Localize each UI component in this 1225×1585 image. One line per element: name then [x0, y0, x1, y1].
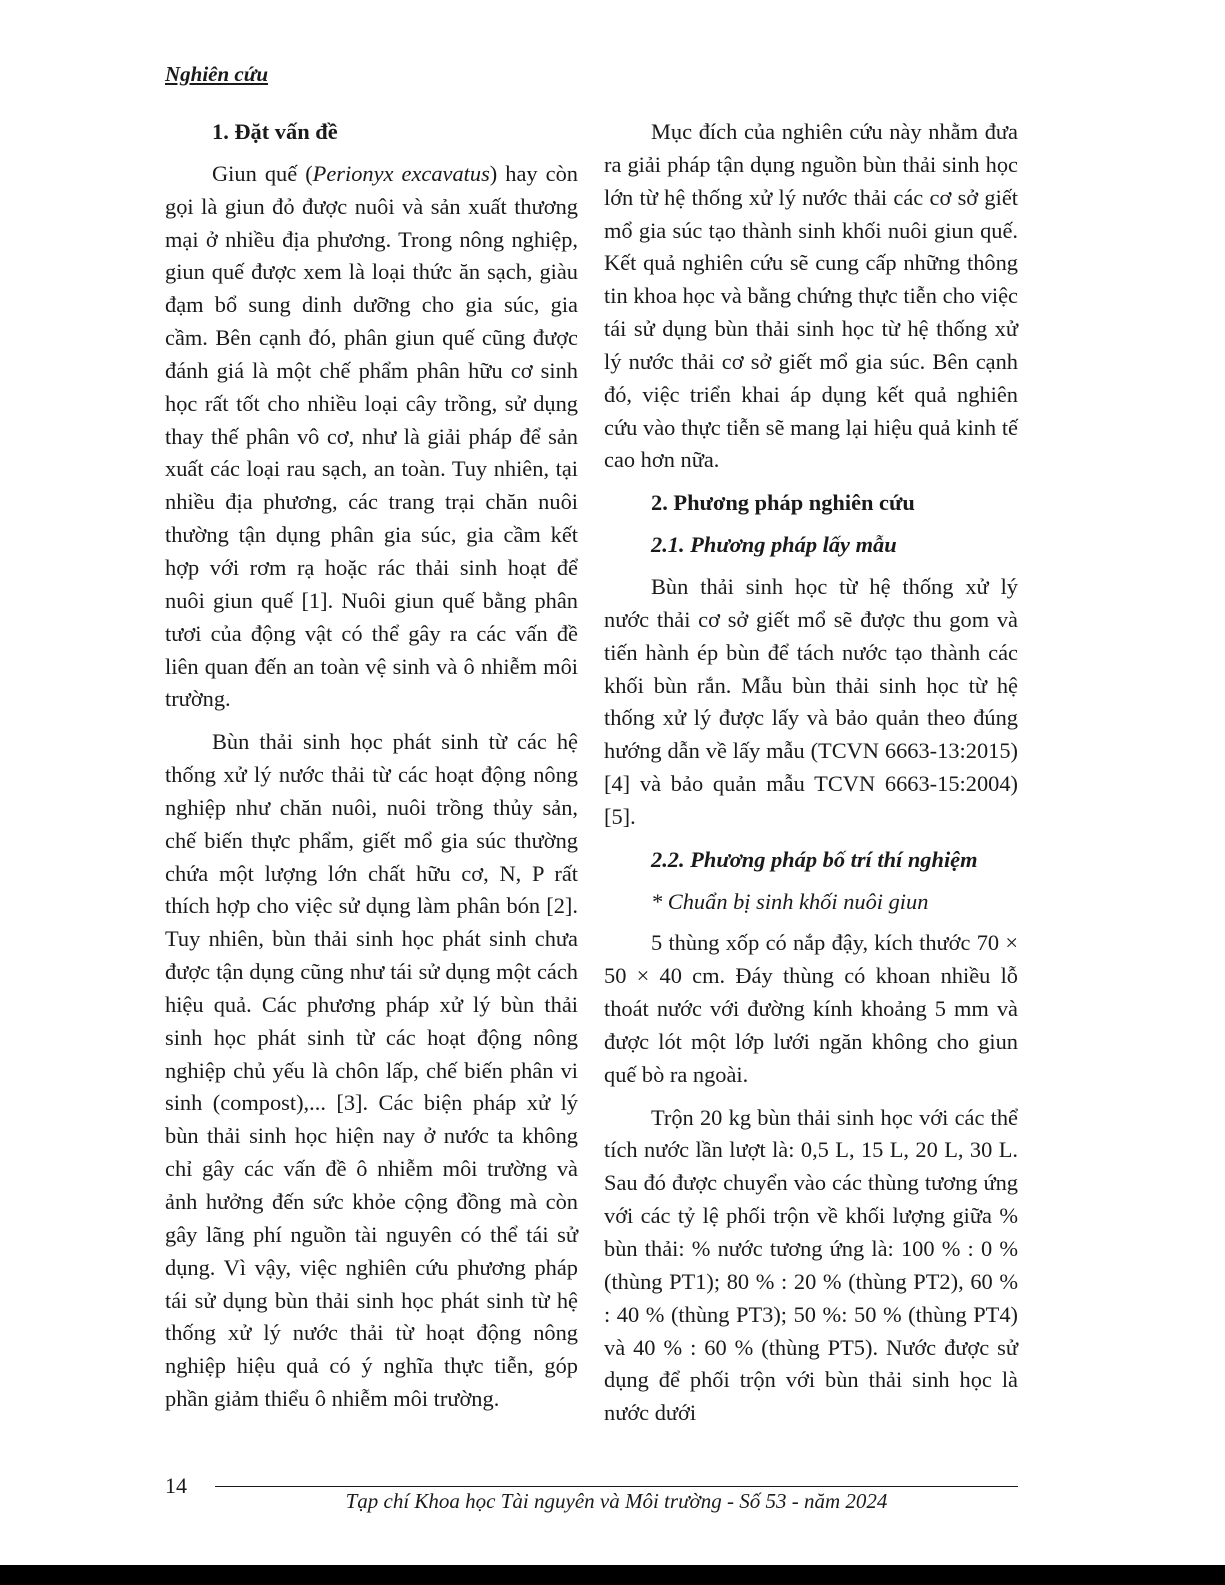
- heading-experiment: 2.2. Phương pháp bố trí thí nghiệm: [651, 846, 978, 872]
- p1-text-b: ) hay còn gọi là giun đỏ được nuôi và sản xuất thương mại ở nhiều địa phương. Trong nông nghiệp, giun quế được xem là loại thức ăn sạch, giàu đạm bổ sung dinh dưỡng cho gia súc, gia cầm. Bên cạnh đó, phân giun quế cũng được đánh giá là một chế phẩm phân hữu cơ sinh học rất tốt cho nhiều loại cây trồng, sử dụng thay thế phân vô cơ, như là giải pháp để sản xuất các loại rau sạch, an toàn. Tuy nhiên, tại nhiều địa phương, các trang trại chăn nuôi thường tận dụng phân gia súc, gia cầm kết hợp với rơm rạ hoặc rác thải sinh hoạt để nuôi giun quế [1]. Nuôi giun quế bằng phân tươi của động vật có thể gây ra các vấn đề liên quan đến an toàn vệ sinh và ô nhiễm môi trường.: [165, 160, 578, 712]
- left-column: [165, 116, 578, 1416]
- heading-introduction: 1. Đặt vấn đề: [212, 119, 338, 144]
- paragraph-intro-1: [165, 158, 578, 716]
- heading-methods: 2. Phương pháp nghiên cứu: [651, 490, 915, 516]
- right-column: [604, 116, 1018, 1430]
- journal-footer: Tạp chí Khoa học Tài nguyên và Môi trường - Số 53 - năm 2024: [345, 1489, 888, 1513]
- subheading-biomass: * Chuẩn bị sinh khối nuôi giun: [651, 888, 929, 914]
- section-label: Nghiên cứu: [165, 62, 269, 86]
- page-number: 14: [165, 1473, 187, 1498]
- bottom-black-band: [0, 1565, 1225, 1585]
- species-name: Perionyx excavatus: [312, 160, 490, 186]
- p1-text-a: Giun quế (: [212, 160, 313, 186]
- paragraph-sampling: Bùn thải sinh học từ hệ thống xử lý nước thải cơ sở giết mổ sẽ được thu gom và tiến hành ép bùn để tách nước tạo thành các khối bùn rắn. Mẫu bùn thải sinh học từ hệ thống xử lý được lấy và bảo quản theo đúng hướng dẫn về lấy mẫu (TCVN 6663-13:2015) [4] và bảo quản mẫu TCVN 6663-15:2004) [5].: [604, 573, 1018, 829]
- paragraph-purpose: Mục đích của nghiên cứu này nhằm đưa ra giải pháp tận dụng nguồn bùn thải sinh học lớn từ hệ thống xử lý nước thải các cơ sở giết mổ gia súc tạo thành sinh khối nuôi giun quế. Kết quả nghiên cứu sẽ cung cấp những thông tin khoa học và bằng chứng thực tiễn cho việc tái sử dụng bùn thải sinh học từ hệ thống xử lý nước thải cơ sở giết mổ gia súc. Bên cạnh đó, việc triển khai áp dụng kết quả nghiên cứu vào thực tiễn sẽ mang lại hiệu quả kinh tế cao hơn nữa.: [604, 119, 1018, 473]
- paragraph-mixing: Trộn 20 kg bùn thải sinh học với các thể tích nước lần lượt là: 0,5 L, 15 L, 20 L, 30 L. Sau đó được chuyển vào các thùng tương ứng với các tỷ lệ phối trộn về khối lượng giữa % bùn thải: % nước tương ứng là: 100 % : 0 % (thùng PT1); 80 % : 20 % (thùng PT2), 60 % : 40 % (thùng PT3); 50 %: 50 % (thùng PT4) và 40 % : 60 % (thùng PT5). Nước được sử dụng để phối trộn với bùn thải sinh học là nước dưới: [604, 1104, 1018, 1426]
- paragraph-containers: 5 thùng xốp có nắp đậy, kích thước 70 × 50 × 40 cm. Đáy thùng có khoan nhiều lỗ thoát nước với đường kính khoảng 5 mm và được lót một lớp lưới ngăn không cho giun quế bò ra ngoài.: [604, 930, 1018, 1087]
- paragraph-intro-2: Bùn thải sinh học phát sinh từ các hệ thống xử lý nước thải từ các hoạt động nông nghiệp như chăn nuôi, nuôi trồng thủy sản, chế biến thực phẩm, giết mổ gia súc thường chứa một lượng lớn chất hữu cơ, N, P rất thích hợp cho việc sử dụng làm phân bón [2]. Tuy nhiên, bùn thải sinh học phát sinh chưa được tận dụng cũng như tái sử dụng một cách hiệu quả. Các phương pháp xử lý bùn thải sinh học phát sinh từ các hoạt động nông nghiệp chủ yếu là chôn lấp, chế biến phân vi sinh (compost),... [3]. Các biện pháp xử lý bùn thải sinh học hiện nay ở nước ta không chỉ gây các vấn đề ô nhiễm môi trường và ảnh hưởng đến sức khỏe cộng đồng mà còn gây lãng phí nguồn tài nguyên có thể tái sử dụng. Vì vậy, việc nghiên cứu phương pháp tái sử dụng bùn thải sinh học phát sinh từ hệ thống xử lý nước thải từ hoạt động nông nghiệp hiệu quả có ý nghĩa thực tiễn, góp phần giảm thiểu ô nhiễm môi trường.: [165, 729, 578, 1412]
- heading-sampling: 2.1. Phương pháp lấy mẫu: [651, 532, 897, 558]
- footer-rule: [215, 1486, 1018, 1487]
